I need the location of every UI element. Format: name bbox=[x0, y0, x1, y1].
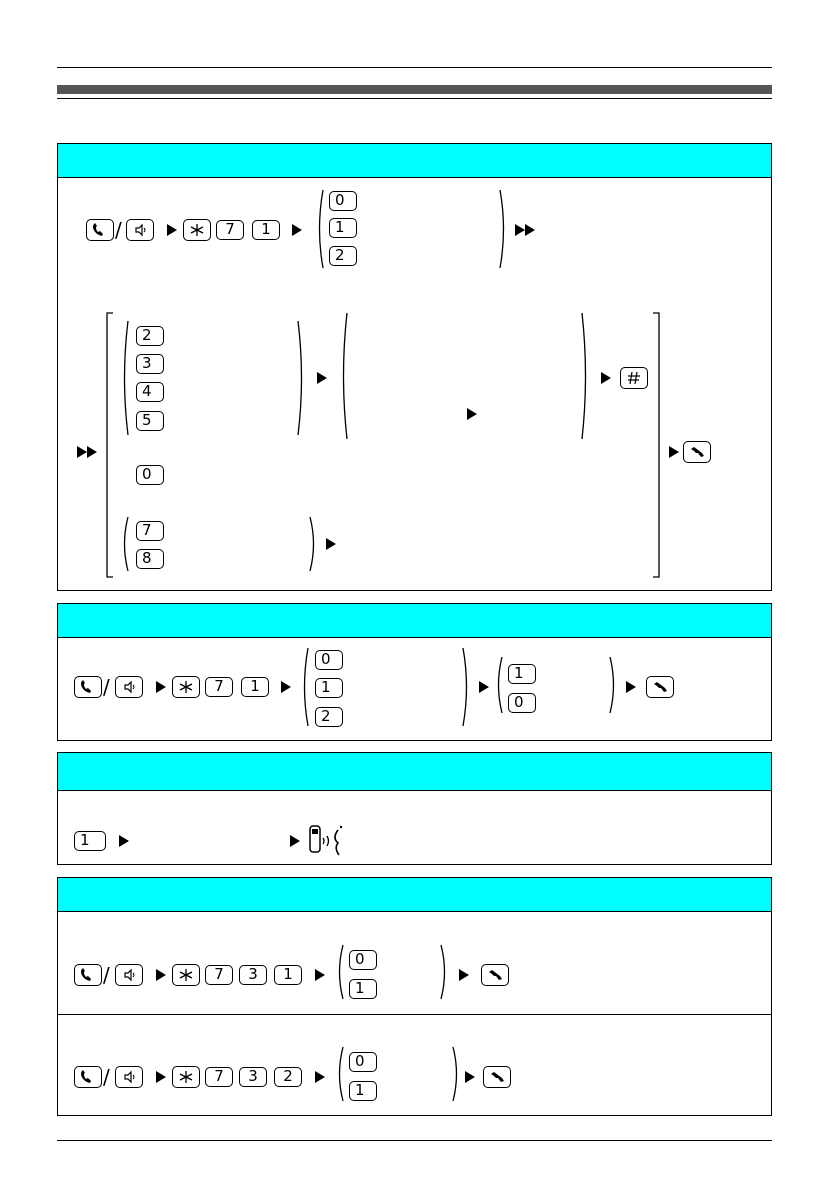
arrow-icon bbox=[167, 224, 177, 236]
key-3: 3 bbox=[136, 354, 164, 374]
arrow-icon bbox=[465, 1071, 475, 1083]
key-1: 1 bbox=[315, 678, 343, 698]
bracket-open bbox=[335, 944, 345, 1000]
arrow-icon bbox=[315, 969, 325, 981]
talk-icon bbox=[74, 676, 102, 698]
section-1-header bbox=[58, 144, 771, 178]
star-key-icon bbox=[172, 1066, 200, 1088]
key-0: 0 bbox=[349, 950, 377, 970]
handset-voice-icon bbox=[306, 824, 356, 858]
arrow-icon bbox=[156, 681, 166, 693]
bracket-close bbox=[461, 647, 471, 727]
speaker-icon bbox=[115, 964, 143, 986]
key-7: 7 bbox=[205, 677, 233, 697]
star-key-icon bbox=[172, 964, 200, 986]
arrow-icon bbox=[281, 681, 291, 693]
arrow-icon bbox=[459, 969, 469, 981]
bracket-close bbox=[451, 1046, 461, 1102]
key-0: 0 bbox=[136, 465, 164, 485]
bracket-open bbox=[300, 647, 310, 727]
key-8: 8 bbox=[136, 549, 164, 569]
arrow-icon bbox=[317, 372, 327, 384]
key-1: 1 bbox=[349, 1081, 377, 1101]
arrow-icon bbox=[601, 372, 611, 384]
double-arrow-icon bbox=[515, 224, 535, 236]
bracket-open bbox=[339, 312, 349, 440]
speaker-icon bbox=[115, 676, 143, 698]
section-2-header bbox=[58, 604, 771, 638]
key-7: 7 bbox=[205, 965, 233, 985]
speaker-icon bbox=[115, 1066, 143, 1088]
arrow-icon bbox=[626, 681, 636, 693]
key-7: 7 bbox=[205, 1067, 233, 1087]
arrow-icon bbox=[467, 408, 477, 420]
star-key-icon bbox=[183, 219, 211, 241]
key-2: 2 bbox=[136, 326, 164, 346]
section-3-header bbox=[58, 753, 771, 791]
section-4-header bbox=[58, 878, 771, 912]
section-4 bbox=[57, 877, 772, 1116]
bracket-close bbox=[580, 312, 590, 440]
key-4: 4 bbox=[136, 382, 164, 402]
key-7: 7 bbox=[136, 521, 164, 541]
slash: / bbox=[103, 963, 110, 987]
bottom-rule bbox=[57, 1140, 772, 1141]
top-rule bbox=[57, 67, 772, 68]
section-2 bbox=[57, 603, 772, 741]
bracket-close bbox=[439, 944, 449, 1000]
key-2: 2 bbox=[274, 1067, 302, 1087]
bracket-close bbox=[498, 189, 508, 269]
key-3: 3 bbox=[239, 1067, 267, 1087]
slash: / bbox=[103, 675, 110, 699]
section-3 bbox=[57, 752, 772, 865]
arrow-icon bbox=[479, 681, 489, 693]
key-7: 7 bbox=[216, 220, 244, 240]
bracket-close bbox=[308, 516, 318, 572]
key-3: 3 bbox=[239, 965, 267, 985]
bracket-close bbox=[296, 320, 306, 436]
talk-icon bbox=[74, 964, 102, 986]
key-1: 1 bbox=[349, 979, 377, 999]
square-bracket-open bbox=[106, 312, 114, 578]
bracket-open bbox=[335, 1046, 345, 1102]
speaker-icon bbox=[126, 219, 154, 241]
slash: / bbox=[103, 1065, 110, 1089]
arrow-icon bbox=[292, 224, 302, 236]
square-bracket-close bbox=[652, 312, 660, 578]
arrow-icon bbox=[326, 538, 336, 550]
bracket-open bbox=[315, 189, 325, 269]
key-1: 1 bbox=[252, 220, 280, 240]
hash-key-icon bbox=[620, 367, 648, 389]
key-0: 0 bbox=[329, 191, 357, 211]
title-underline bbox=[57, 98, 772, 99]
section-1 bbox=[57, 143, 772, 591]
bracket-open bbox=[120, 516, 130, 572]
key-1: 1 bbox=[274, 965, 302, 985]
key-1: 1 bbox=[74, 831, 106, 851]
key-2: 2 bbox=[329, 246, 357, 266]
talk-icon bbox=[86, 219, 114, 241]
arrow-icon bbox=[156, 969, 166, 981]
arrow-icon bbox=[156, 1071, 166, 1083]
arrow-icon bbox=[315, 1071, 325, 1083]
star-key-icon bbox=[172, 676, 200, 698]
double-arrow-icon bbox=[77, 446, 97, 458]
off-icon bbox=[646, 676, 674, 698]
arrow-icon bbox=[669, 446, 679, 458]
key-1: 1 bbox=[508, 664, 536, 684]
key-0: 0 bbox=[508, 693, 536, 713]
bracket-open bbox=[120, 320, 130, 436]
slash: / bbox=[115, 218, 122, 242]
arrow-icon bbox=[119, 835, 129, 847]
key-1: 1 bbox=[241, 677, 269, 697]
off-icon bbox=[683, 441, 711, 463]
key-1: 1 bbox=[329, 218, 357, 238]
bracket-open bbox=[494, 656, 504, 714]
talk-icon bbox=[74, 1066, 102, 1088]
key-5: 5 bbox=[136, 411, 164, 431]
off-icon bbox=[483, 1066, 511, 1088]
bracket-close bbox=[608, 656, 618, 714]
title-bar bbox=[57, 85, 772, 94]
key-0: 0 bbox=[349, 1052, 377, 1072]
key-0: 0 bbox=[315, 650, 343, 670]
section-4-divider bbox=[58, 1014, 771, 1015]
off-icon bbox=[481, 964, 509, 986]
key-2: 2 bbox=[315, 707, 343, 727]
arrow-icon bbox=[290, 835, 300, 847]
